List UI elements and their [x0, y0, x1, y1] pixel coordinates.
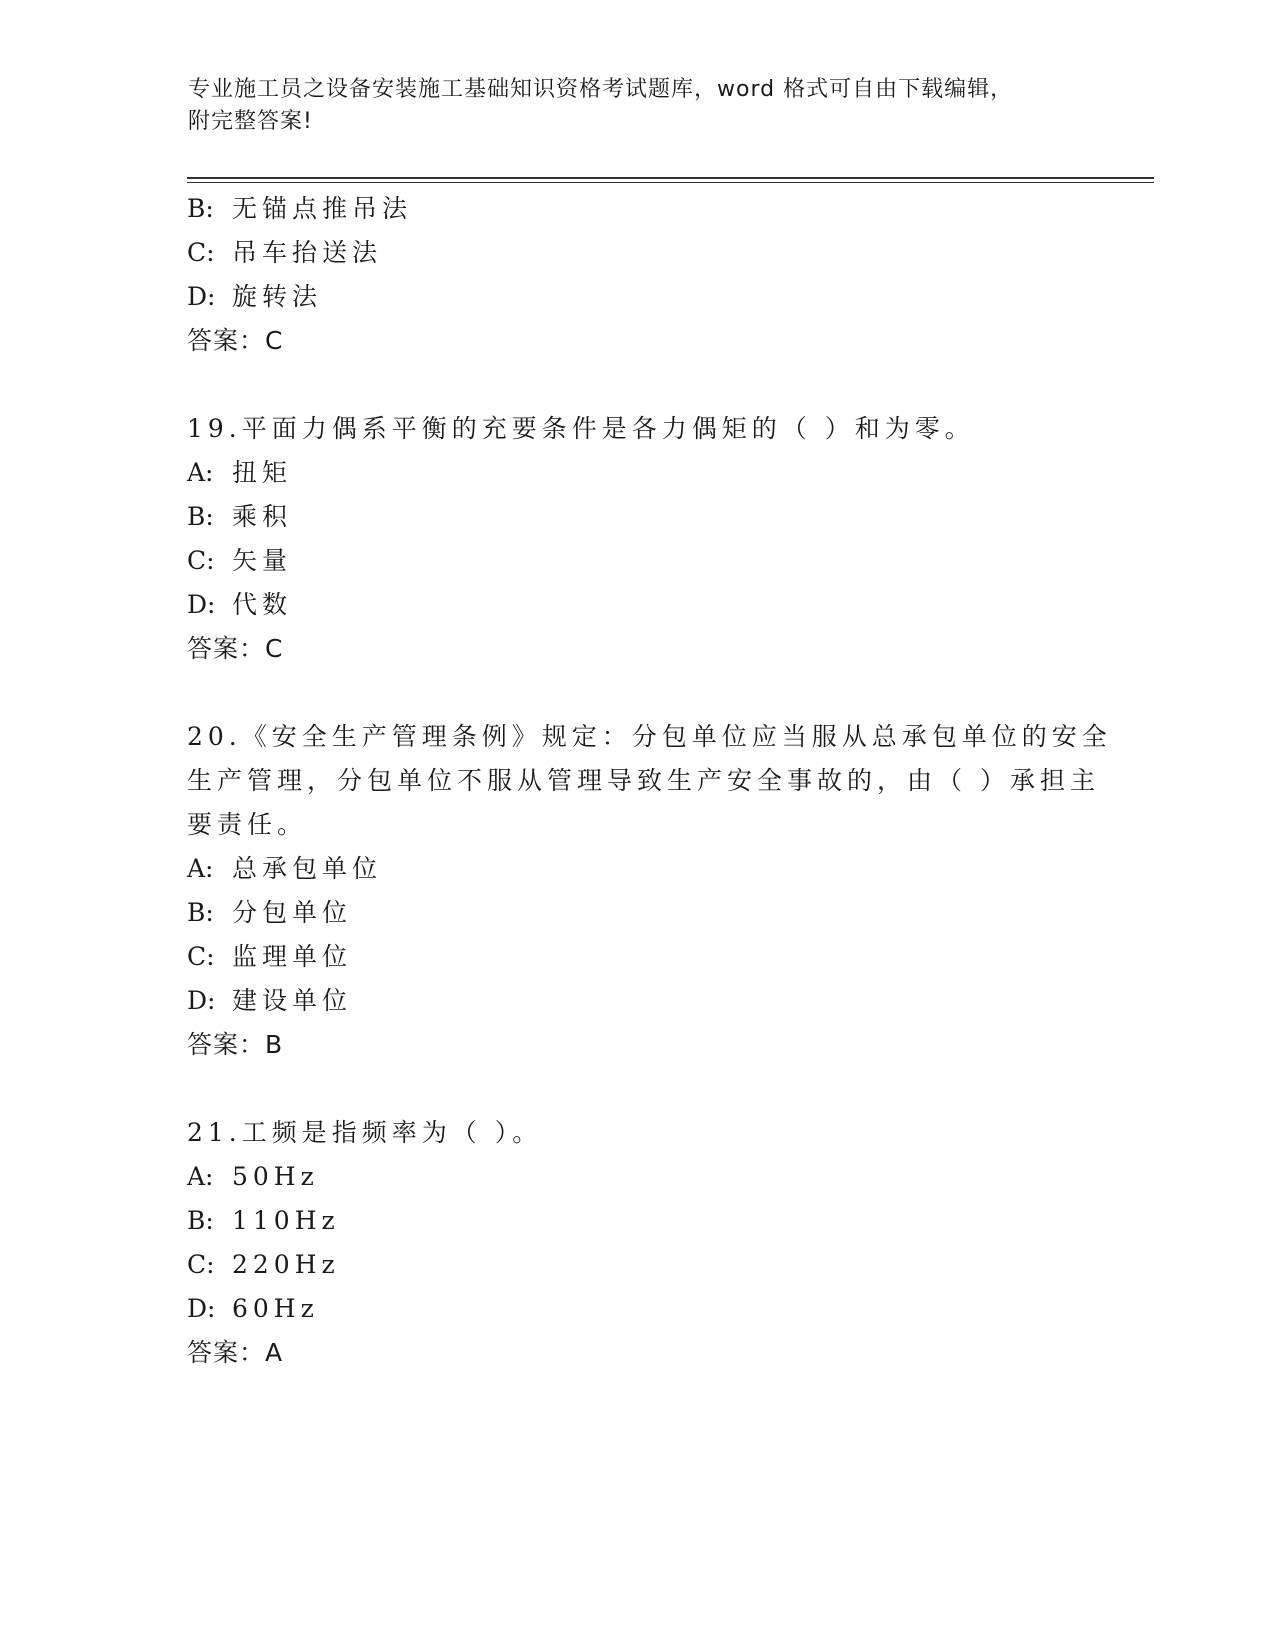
option-letter: A:	[187, 854, 214, 883]
option-text: 110Hz	[232, 1206, 340, 1235]
q18-answer: 答案：C	[187, 326, 284, 355]
header-line-1: 专业施工员之设备安装施工基础知识资格考试题库，word 格式可自由下载编辑，	[188, 77, 1014, 102]
option-text: 代数	[232, 590, 293, 619]
q20-option-a	[187, 852, 382, 886]
option-text: 60Hz	[232, 1294, 319, 1323]
q20-option-b	[187, 896, 352, 930]
option-text: 50Hz	[232, 1162, 319, 1191]
q20-stem-line-2: 生产管理，分包单位不服从管理导致生产安全事故的，由（ ）承担主	[187, 766, 1100, 795]
option-letter: D:	[187, 1294, 216, 1323]
option-letter: D:	[187, 590, 216, 619]
q21-stem: 21.工频是指频率为（ ）。	[187, 1118, 543, 1147]
q19-option-b	[187, 500, 292, 534]
q20-stem-line-1: 20.《安全生产管理条例》规定：分包单位应当服从总承包单位的安全	[187, 722, 1112, 751]
q18-option-c	[187, 236, 382, 270]
header-line-2: 附完整答案!	[188, 109, 313, 134]
option-text: 总承包单位	[232, 854, 383, 883]
q19-option-a	[187, 456, 292, 490]
option-text: 扭矩	[232, 458, 293, 487]
q20-stem-line-3: 要责任。	[187, 810, 308, 839]
option-text: 220Hz	[232, 1250, 340, 1279]
option-text: 旋转法	[232, 282, 323, 311]
option-text: 建设单位	[232, 986, 353, 1015]
option-text: 监理单位	[232, 942, 353, 971]
q21-option-c	[187, 1248, 340, 1282]
q19-stem: 19.平面力偶系平衡的充要条件是各力偶矩的（ ）和为零。	[187, 414, 975, 443]
option-text: 吊车抬送法	[232, 238, 383, 267]
q20-answer: 答案：B	[187, 1030, 284, 1059]
option-letter: C:	[187, 942, 215, 971]
option-letter: D:	[187, 986, 216, 1015]
option-letter: B:	[187, 502, 214, 531]
option-letter: B:	[187, 194, 214, 223]
q21-option-b	[187, 1204, 340, 1238]
option-text: 无锚点推吊法	[232, 194, 413, 223]
q18-option-d	[187, 280, 322, 314]
option-letter: A:	[187, 1162, 214, 1191]
q21-answer: 答案：A	[187, 1338, 284, 1367]
option-letter: C:	[187, 1250, 215, 1279]
option-text: 乘积	[232, 502, 293, 531]
option-letter: D:	[187, 282, 216, 311]
option-letter: C:	[187, 238, 215, 267]
q21-option-d	[187, 1292, 319, 1326]
q19-option-d	[187, 588, 292, 622]
option-text: 矢量	[232, 546, 293, 575]
q19-answer: 答案：C	[187, 634, 284, 663]
option-text: 分包单位	[232, 898, 353, 927]
q20-option-c	[187, 940, 352, 974]
q19-option-c	[187, 544, 292, 578]
q21-option-a	[187, 1160, 319, 1194]
document-header	[188, 74, 1068, 138]
option-letter: B:	[187, 898, 214, 927]
option-letter: A:	[187, 458, 214, 487]
q20-option-d	[187, 984, 352, 1018]
option-letter: B:	[187, 1206, 214, 1235]
option-letter: C:	[187, 546, 215, 575]
q18-option-b	[187, 192, 412, 226]
header-divider-top	[187, 177, 1154, 179]
header-divider-bottom	[187, 182, 1154, 183]
